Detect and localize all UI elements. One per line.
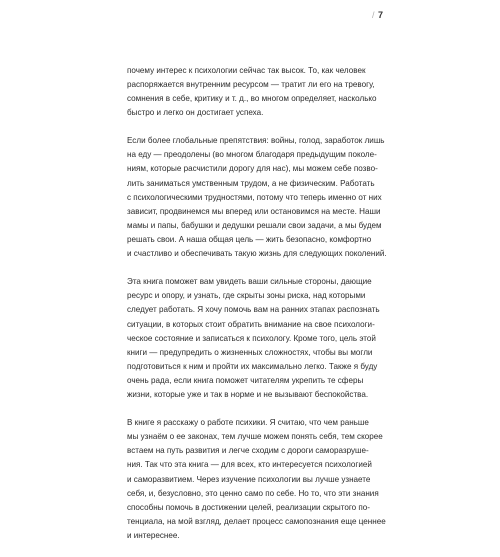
text-line: следует работать. Я хочу помочь вам на ранних этапах распознать [127,305,380,315]
text-line: ческое состояние и записаться к психологу. Кроме того, цель этой [127,333,376,343]
page-number-slash: / [372,10,376,20]
text-line: тенциала, на мой взгляд, делает процесс самопознания еще ценнее [127,517,386,527]
text-line: ниям, которые расчистили дорогу для нас), мы можем себе позво- [127,164,378,174]
text-line: лить заниматься умственным трудом, а не физическим. Работать [127,178,375,188]
text-line: книги — предупредить о жизненных сложностях, чтобы вы могли [127,347,373,357]
text-line: и саморазвитием. Через изучение психологии вы лучше узнаете [127,474,371,484]
paragraph-4 [127,416,386,543]
text-line: быстро и легко он достигает успеха. [127,108,264,118]
text-line: себя, и, безусловно, это ценно само по себе. Но то, что эти знания [127,488,379,498]
text-line: встаем на путь развития и легче сходим с дороги саморазруше- [127,446,369,456]
text-line: мамы и папы, бабушки и дедушки решали свои задачи, а мы будем [127,221,382,231]
text-line: ресурс и опору, и узнать, где скрыты зоны риска, над которыми [127,291,366,301]
text-line: Эта книга поможет вам увидеть ваши сильные стороны, дающие [127,277,372,287]
text-line: жизни, которые уже и так в норме и не вызывают беспокойства. [127,390,369,400]
paragraph-2 [127,134,387,261]
text-line: и интереснее. [127,531,180,541]
text-line: очень рада, если книга поможет читателям укрепить те сферы [127,376,364,386]
text-line: В книге я расскажу о работе психики. Я считаю, что чем раньше [127,417,369,427]
page-number [372,10,384,20]
text-line: ния. Так что эта книга — для всех, кто интересуется психологией [127,460,372,470]
text-line: распоряжается внутренним ресурсом — тратит ли его на тревогу, [127,80,375,90]
text-line: подготовиться к ним и пройти их максимально легко. Также я буду [127,361,378,371]
text-line: с психологическими трудностями, потому что теперь именно от них [127,192,382,202]
paragraph-3 [127,275,380,402]
text-line: способны помочь в достижении целей, реализации скрытого по- [127,502,370,512]
text-line: и счастливо и обеспечивать такую жизнь для следующих поколений. [127,249,387,259]
text-line: на еду — преодолены (во многом благодаря предыдущим поколе- [127,150,377,160]
text-line: мы узнаём о ее законах, тем лучше можем понять себя, тем скорее [127,432,383,442]
page-number-value: 7 [378,10,384,20]
body-text [127,64,387,557]
text-line: почему интерес к психологии сейчас так высок. То, как человек [127,66,366,75]
text-line: сомнения в себе, критику и т. д., во многом определяет, насколько [127,94,377,104]
text-line: ситуации, в которых стоит обратить внимание на свое психологи- [127,319,375,329]
text-line: решать свои. А наша общая цель — жить безопасно, комфортно [127,235,372,245]
paragraph-1 [127,64,380,121]
text-line: зависит, продвинемся мы вперед или остановимся на месте. Наши [127,206,381,216]
text-line: Если более глобальные препятствия: войны, голод, заработок лишь [127,136,385,146]
